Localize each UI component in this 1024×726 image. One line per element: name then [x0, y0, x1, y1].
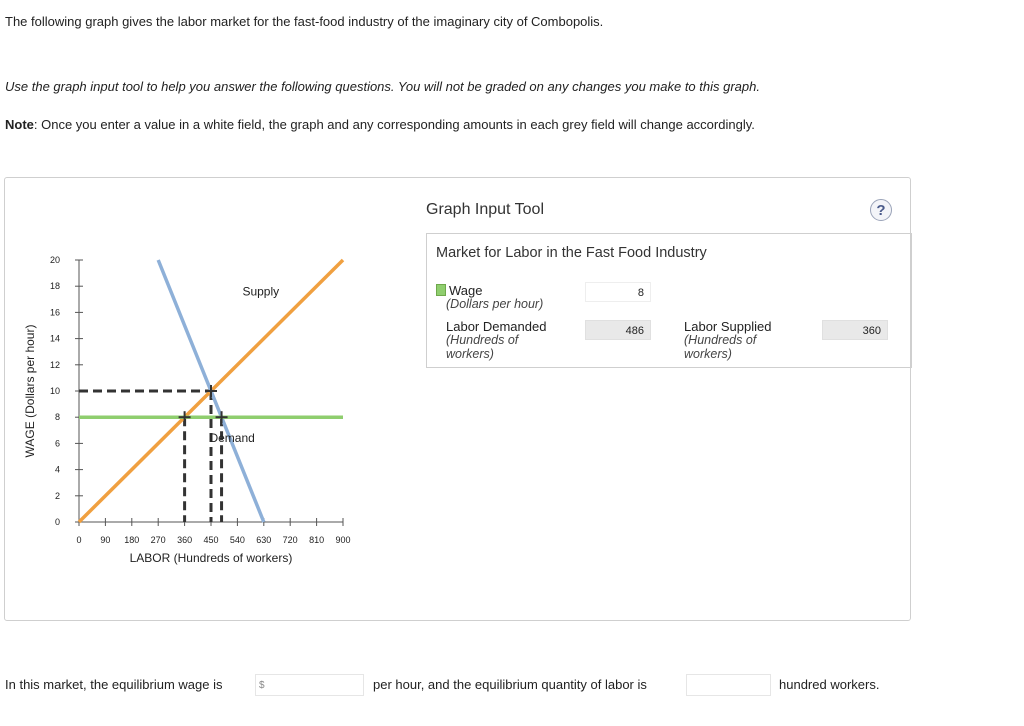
- x-tick-label: 720: [282, 535, 298, 545]
- intro-text: The following graph gives the labor market for the fast-food industry of the imaginary city of Combopolis.: [5, 14, 604, 29]
- y-tick-label: 2: [54, 490, 60, 501]
- y-tick-label: 18: [49, 281, 60, 292]
- y-tick-label: 12: [49, 359, 60, 370]
- labor-supplied-units-1: (Hundreds of: [684, 333, 757, 347]
- y-tick-label: 14: [49, 333, 60, 344]
- y-tick-label: 6: [54, 438, 60, 449]
- y-tick-label: 8: [54, 412, 60, 423]
- labor-demanded-value: 486: [585, 320, 651, 340]
- x-tick-label: 540: [229, 535, 245, 545]
- x-tick-label: 270: [150, 535, 166, 545]
- labor-supplied-text: Labor Supplied: [684, 319, 772, 334]
- help-icon[interactable]: ?: [870, 199, 892, 221]
- graph-input-tool-title: Graph Input Tool: [426, 201, 545, 218]
- wage-input[interactable]: 8: [585, 282, 651, 302]
- wage-units: (Dollars per hour): [446, 297, 544, 311]
- x-tick-label: 180: [124, 535, 140, 545]
- x-tick-label: 360: [177, 535, 193, 545]
- wage-swatch-icon: [436, 284, 446, 296]
- note-body: : Once you enter a value in a white field, the graph and any corresponding amounts in each grey field will change accordingly.: [33, 117, 755, 132]
- dollar-sign: $: [259, 680, 265, 691]
- x-tick-label: 900: [335, 535, 351, 545]
- labor-demanded-text: Labor Demanded: [446, 319, 547, 334]
- x-tick-label: 630: [256, 535, 272, 545]
- equilibrium-quantity-input[interactable]: [686, 674, 771, 696]
- note-text: [5, 117, 755, 132]
- x-axis-label: LABOR (Hundreds of workers): [129, 551, 293, 565]
- y-tick-label: 0: [54, 517, 60, 527]
- question-part3: hundred workers.: [779, 677, 880, 692]
- instruction-text: Use the graph input tool to help you answer the following questions. You will not be graded on any changes you make to this graph.: [5, 79, 760, 94]
- market-title: Market for Labor in the Fast Food Industry: [436, 245, 707, 261]
- y-tick-label: 16: [49, 307, 60, 318]
- x-tick-label: 0: [76, 535, 82, 545]
- x-tick-label: 810: [309, 535, 325, 545]
- question-part1: In this market, the equilibrium wage is: [5, 677, 223, 692]
- x-tick-label: 90: [100, 535, 111, 545]
- wage-label-text: Wage: [449, 283, 483, 298]
- y-tick-label: 4: [54, 464, 60, 475]
- supply-label: Supply: [242, 284, 280, 299]
- labor-demanded-units-2: workers): [446, 347, 494, 361]
- y-tick-label: 10: [49, 386, 60, 396]
- labor-supplied-label: [684, 320, 771, 361]
- labor-market-chart[interactable]: [20, 245, 360, 575]
- y-axis-label: WAGE (Dollars per hour): [23, 324, 37, 458]
- labor-demanded-label: [446, 320, 546, 361]
- y-tick-label: 20: [49, 255, 60, 265]
- x-tick-label: 450: [203, 535, 219, 545]
- question-part2: per hour, and the equilibrium quantity of labor is: [373, 677, 647, 692]
- labor-supplied-units-2: workers): [684, 347, 732, 361]
- labor-supplied-value: 360: [822, 320, 888, 340]
- labor-demanded-units-1: (Hundreds of: [446, 333, 519, 347]
- wage-label: [436, 284, 543, 311]
- note-label: Note: [5, 117, 34, 132]
- demand-label: Demand: [209, 431, 255, 446]
- equilibrium-wage-input[interactable]: [255, 674, 364, 696]
